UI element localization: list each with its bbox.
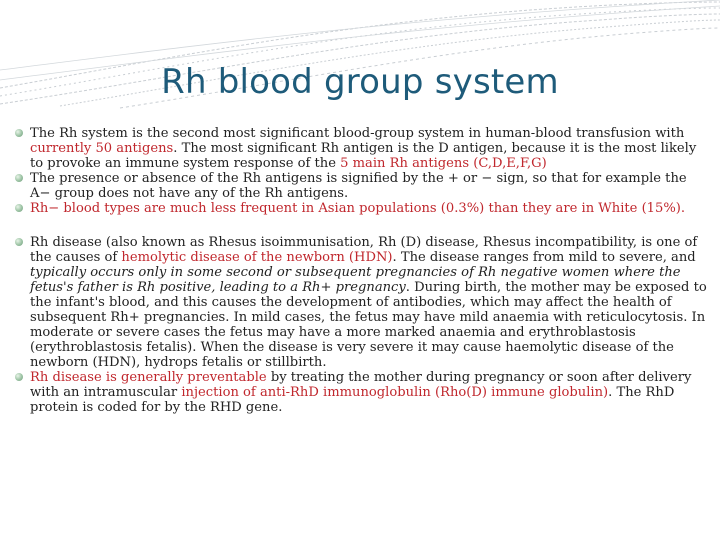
list-item: Rh disease is generally preventable by treating the mother during pregnancy or soon after delivery with an intramuscular injection of anti-RhD immunoglobulin (Rho(D) immune globulin). The RhD protein is coded for by the RHD gene. <box>14 370 710 415</box>
italic-text: typically occurs only in some second or subsequent pregnancies of Rh negative women where the fetus's father is Rh positive, leading to a Rh+ pregnancy <box>30 265 681 295</box>
bullet-list-rh-disease <box>14 235 710 415</box>
highlight-text: hemolytic disease of the newborn (HDN) <box>121 250 393 265</box>
highlight-text: 5 main Rh antigens (C,D,E,F,G) <box>340 156 547 171</box>
bullet-icon <box>15 174 23 182</box>
bullet-icon <box>15 373 23 381</box>
content-body <box>14 126 710 415</box>
highlight-text: Rh disease is generally preventable <box>30 370 267 385</box>
list-item: The Rh system is the second most significant blood-group system in human-blood transfusion with currently 50 antigens. The most significant Rh antigen is the D antigen, because it is the most likely to provoke an immune system response of the 5 main Rh antigens (C,D,E,F,G) <box>14 126 710 171</box>
list-item: Rh disease (also known as Rhesus isoimmunisation, Rh (D) disease, Rhesus incompatibility, is one of the causes of hemolytic disease of the newborn (HDN). The disease ranges from mild to severe, and typically occurs only in some second or subsequent pregnancies of Rh negative women where the fetus's father is Rh positive, leading to a Rh+ pregnancy. During birth, the mother may be exposed to the infant's blood, and this causes the development of antibodies, which may affect the health of subsequent Rh+ pregnancies. In mild cases, the fetus may have mild anaemia with reticulocytosis. In moderate or severe cases the fetus may have a more marked anaemia and erythroblastosis (erythroblastosis fetalis). When the disease is very severe it may cause haemolytic disease of the newborn (HDN), hydrops fetalis or stillbirth. <box>14 235 710 370</box>
bullet-icon <box>15 129 23 137</box>
bullet-list-rh-system <box>14 126 710 216</box>
list-item: The presence or absence of the Rh antigens is signified by the + or − sign, so that for example the A− group does not have any of the Rh antigens. <box>14 171 710 201</box>
bullet-icon <box>15 238 23 246</box>
bullet-icon <box>15 204 23 212</box>
page-title: Rh blood group system <box>161 62 559 102</box>
highlight-text: Rh− blood types are much less frequent in Asian populations (0.3%) than they are in White (15%). <box>30 201 686 216</box>
list-item <box>14 201 710 216</box>
highlight-text: injection of anti-RhD immunoglobulin (Rho(D) immune globulin) <box>181 385 609 400</box>
highlight-text: currently 50 antigens <box>30 141 174 156</box>
